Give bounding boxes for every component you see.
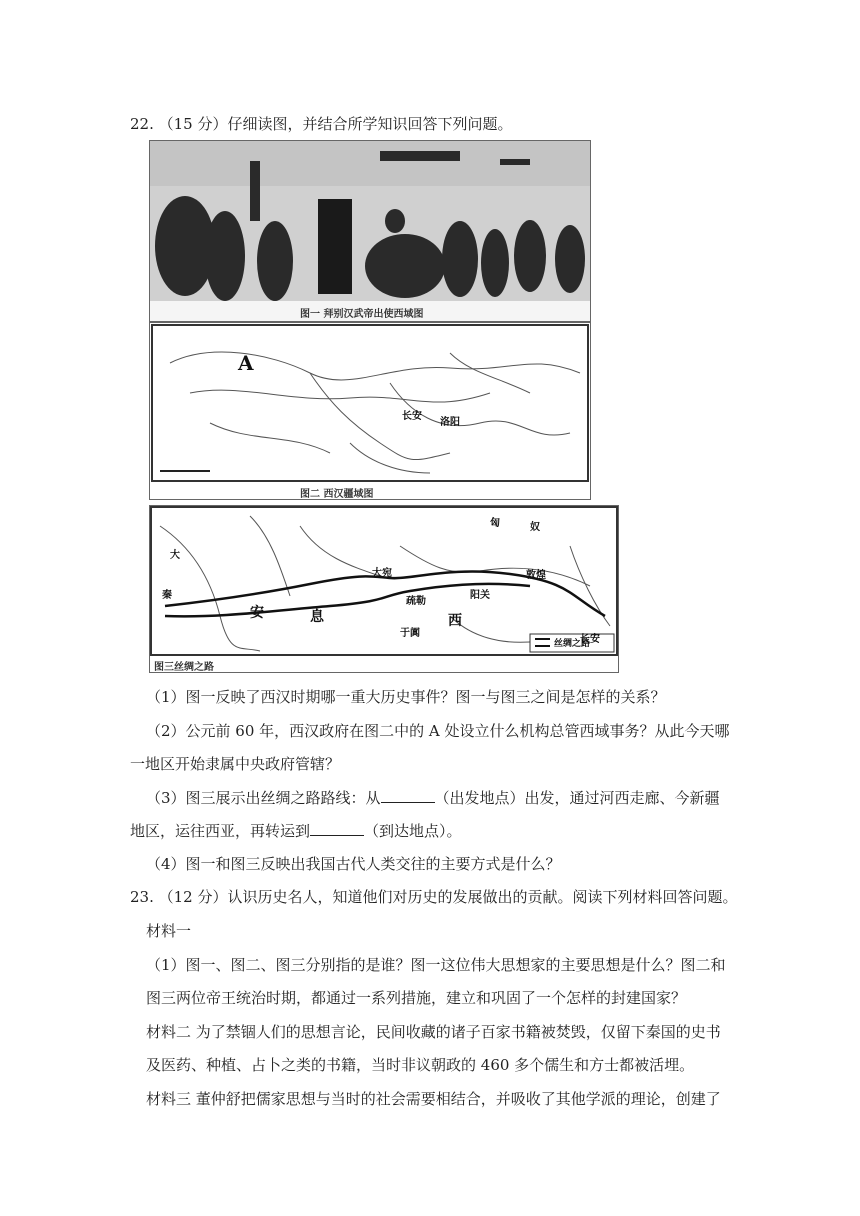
q22-sub2-line2: 一地区开始隶属中央政府管辖？ [130, 755, 341, 773]
q22-sub4: （4）图一和图三反映出我国古代人类交往的主要方式是什么？ [146, 855, 561, 873]
q22-header [130, 113, 513, 135]
figure1-illustration [150, 141, 590, 321]
q22-sub3-b: （出发地点）出发，通过河西走廊、今新疆 [434, 789, 720, 807]
q22-sub3-line2 [130, 819, 462, 842]
figure3-label-an: 安 [250, 605, 264, 621]
figure1-painting [149, 140, 591, 322]
figure3-map [149, 505, 619, 673]
q23-material2-line2: 及医药、种植、占卜之类的书籍，当时非议朝政的 460 多个儒生和方士都被活埋。 [146, 1056, 695, 1074]
figure3-label-da: 大 [170, 550, 180, 561]
figure3-label-xiongnu-2: 奴 [530, 522, 540, 533]
q23-intro: （12 分）认识历史名人，知道他们对历史的发展做出的贡献。阅读下列材料回答问题。 [158, 888, 738, 906]
figure3-label-dunhuang: 敦煌 [526, 570, 546, 581]
q22-intro: （15 分）仔细读图，并结合所学知识回答下列问题。 [158, 115, 513, 133]
q22-sub3-line1 [146, 786, 720, 809]
q22-sub3-a: （3）图三展示出丝绸之路路线：从 [146, 789, 381, 807]
figure2-map-drawing [150, 323, 590, 483]
figure3-label-dayuan: 大宛 [372, 568, 392, 579]
figure2-label-a: A [238, 351, 254, 375]
figure2-map [149, 322, 591, 500]
figure3-label-yutian: 于阗 [400, 628, 420, 639]
q22-number: 22. [130, 115, 154, 133]
start-place-blank[interactable] [381, 786, 435, 803]
q22-sub1: （1）图一反映了西汉时期哪一重大历史事件？图一与图三之间是怎样的关系？ [146, 688, 666, 706]
figure3-label-xi: 息 [310, 609, 324, 625]
q23-material1: 材料一 [146, 922, 192, 940]
q23-number: 23. [130, 888, 154, 906]
figure3-map-drawing [150, 506, 618, 658]
end-place-blank[interactable] [310, 819, 364, 836]
q23-header [130, 886, 738, 908]
q22-sub2-line1: （2）公元前 60 年，西汉政府在图二中的 A 处设立什么机构总管西域事务？从此今天哪 [146, 722, 730, 740]
figure2-label-changan: 长安 [402, 411, 422, 422]
q23-sub1-line1: （1）图一、图二、图三分别指的是谁？图一这位伟大思想家的主要思想是什么？图二和 [146, 956, 726, 974]
q22-sub3-d: （到达地点）。 [364, 822, 462, 840]
figure3-label-changan: 长安 [580, 634, 600, 645]
q22-sub3-c: 地区，运往西亚，再转运到 [130, 822, 311, 840]
figure2-label-luoyang: 洛阳 [440, 417, 460, 428]
q23-material2-line1: 材料二 为了禁锢人们的思想言论，民间收藏的诸子百家书籍被焚毁，仅留下秦国的史书 [146, 1023, 721, 1041]
figure3-legend: 丝绸之路 [554, 639, 591, 649]
figure3-label-kashi: 疏勒 [406, 596, 426, 607]
figure1-caption: 图一 拜别汉武帝出使西域图 [300, 309, 424, 320]
figure3-label-xiongnu-1: 匈 [490, 518, 500, 529]
q23-material3-line1: 材料三 董仲舒把儒家思想与当时的社会需要相结合，并吸收了其他学派的理论，创建了 [146, 1090, 721, 1108]
q23-sub1-line2: 图三两位帝王统治时期，都通过一系列措施，建立和巩固了一个怎样的封建国家？ [146, 989, 687, 1007]
figure2-caption: 图二 西汉疆域图 [300, 489, 374, 500]
figure3-label-west: 西 [448, 613, 462, 629]
figure3-label-yumen: 阳关 [470, 590, 490, 601]
figure3-caption: 图三丝绸之路 [154, 662, 214, 673]
figure3-label-qin: 秦 [162, 590, 172, 601]
